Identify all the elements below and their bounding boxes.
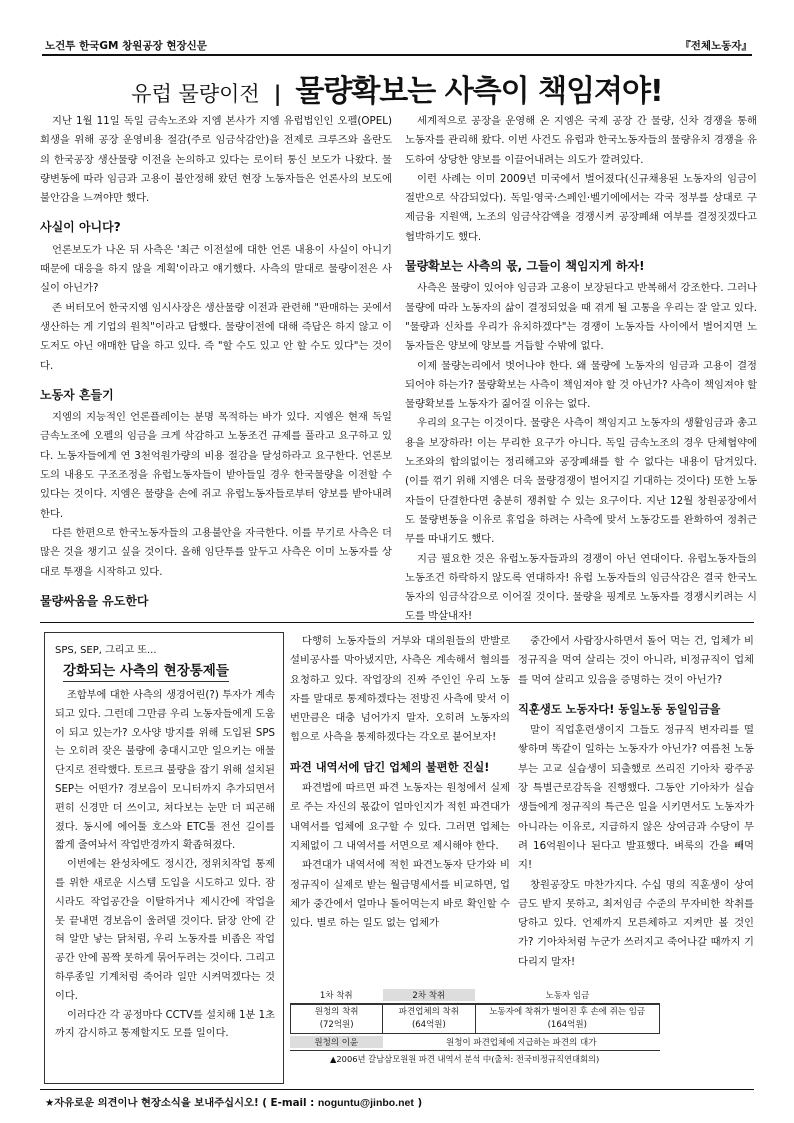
- footer-text: ★자유로운 의견이나 현장소식을 보내주십시오! ( E-mail :: [45, 1097, 315, 1109]
- paragraph: 세계적으로 공장을 운영해 온 지엠은 국제 공장 간 물량, 신차 경쟁을 통해 노동자를 관리해 왔다. 이번 사건도 유럽과 한국노동자들의 물량유치 경쟁을 유도하여 상당한 양보를 이끌어내려는 의도가 깔려있다.: [405, 115, 757, 166]
- table-cell-prime-contractor: 원청의 착취 (72억원): [291, 1005, 383, 1034]
- label-worker-wage: 노동자 임금: [545, 990, 590, 1001]
- wage-breakdown-table: [290, 986, 660, 1051]
- paragraph: 이번에는 완성차에도 정시간, 정위치작업 통제를 위한 새로운 시스템 도입을 시도하고 있다. 잠시라도 작업공간을 이탈하거나 제시간에 작업을 못 끝내면 경보음이 울려댈 것이다. 닭장 안에 갇혀 알만 낳는 닭처럼, 우리 노동자를 비좁은 작업공간 안에 꼼짝 못하게 묶어두려는 것이다. 그리고 하루종일 기계처럼 죽어라 일만 시켜먹겠다는 것이다.: [55, 859, 275, 1002]
- sidebar-box: [44, 632, 284, 1084]
- paragraph: 중간에서 사람장사하면서 돌어 먹는 건, 업체가 비정규직을 먹여 살리는 것이 아니라, 비정규직이 업체를 먹여 살리고 있음을 증명하는 것이 아닌가?: [518, 635, 754, 686]
- paragraph: 말이 직업훈련생이지 그들도 정규직 변자리를 떨쌓하며 똑같이 일하는 노동자가 아닌가? 여름천 노동부는 고교 실습생이 되출했로 쓰리진 기아차 광주공장 특별근로감독을 진행했다. 그동안 기아차가 실습생들에게 정규직의 특근은 일을 시키면서도 노동자가 아니라는 이유로, 지급하지 않은 상여금과 수당이 무려 16억원이나 된다고 발표했다. 벼룩의 간을 빼먹지!: [518, 724, 754, 872]
- table-bottom-labels: [290, 1034, 660, 1051]
- paragraph: 이런 사례는 이미 2009년 미국에서 벌어졌다(신규채용된 노동자의 임금이 절반으로 삭감되었다). 독일·영국·스페인·벨기에에서는 각국 정부를 상대로 구제금융 지원액, 노조의 임금삭감액을 경쟁시켜 공장폐쇄 여부를 결정짓겠다고 협박하기도 했다.: [405, 172, 757, 243]
- label-prime-profit: 원청의 이윤: [290, 1036, 383, 1048]
- article-left-column: [40, 112, 392, 614]
- footer-rule: [40, 1089, 754, 1090]
- header-rule: [42, 54, 752, 56]
- bottom-center-column: [290, 632, 510, 933]
- paragraph: 조합부에 대한 사측의 생경어린(?) 투자가 계속되고 있다. 그런데 그만큼 우리 노동자들에게 도움이 되고 있는가? 오사양 방지를 위해 도입된 SPS는 오히려 잦은 불량에 충대시고만 일으키는 애물단지로 전락했다. 토르크 불량을 잡기 위해 설치된 SEP는 어떤가? 경보음이 모니터까지 추가되면서 편히 신경만 더 쓰이고, 쳐다보는 눈만 더 피곤해졌다. 동시에 에어툴 호스와 ETC툴 전선 길이를 짧게 줄여놔서 작업반경까지 확좁혀졌다.: [55, 690, 275, 852]
- paragraph: 우리의 요구는 이것이다. 물량은 사측이 책임지고 노동자의 생활임금과 총고용을 보장하라! 이는 무리한 요구가 아니다. 독일 금속노조의 경우 단체협약에 노조와의 합의없이는 정리해고와 공장폐쇄를 할 수 없다는 내용이 담겨있다. (이를 꺾기 위해 지엠은 더욱 물량경쟁이 벌어지길 기대하는 것이다) 또한 노동자들이 단결한다면 충분히 쟁취할 수 있는 요구이다. 지난 12월 창원공장에서도 물량변동을 이유로 휴업을 하려는 사측에 맞서 노동강도를 완화하여 정취근무를 따내기도 했다.: [405, 417, 757, 546]
- box-title: 강화되는 사측의 현장통제들: [63, 659, 229, 682]
- headline: [40, 66, 754, 110]
- section-divider: [40, 622, 754, 623]
- paragraph: 지금 필요한 것은 유럽노동자들과의 경쟁이 아닌 연대이다. 유럽노동자들의 노동조건 하락하지 않도록 연대하자! 유럽 노동자들의 임금삭감은 결국 한국노동자의 임금삭감으로 이어질 것이다. 물량을 핑계로 노동자를 경쟁시키려는 시도를 박살내자!: [405, 552, 757, 623]
- paragraph: 파견법에 따르면 파견 노동자는 원청에서 실제로 주는 자신의 몫값이 얼마인지가 적힌 파견대가내역서를 업체에 요구할 수 있다. 그러면 업체는 지체없이 그 내역서를 서면으로 제시해야 한다.: [290, 782, 510, 852]
- lead-paragraph: 지난 1월 11일 독일 금속노조와 지엠 본사가 지엠 유럽법인인 오펠(OPEL) 회생을 위해 공장 운영비용 절감(주로 임금삭감안)을 전제로 크루즈와 올란도의 한국공장 생산물량 이전을 논의하고 있다는 로이터 통신 보도가 나왔다. 물량변동에 따라 임금과 고용이 불안정해 왔던 현장 노동자들은 언론사의 보도에 불안감을 느껴야만 했다.: [40, 115, 392, 205]
- label-second-exploitation: 2차 착취: [383, 989, 476, 1001]
- section-heading: 사실이 아니다?: [40, 220, 121, 235]
- paragraph: 사측은 물량이 있어야 임금과 고용이 보장된다고 반복해서 강조한다. 그러나 물량에 따라 노동자의 삶이 결정되었을 때 겪게 될 고통을 우리는 잘 알고 있다. "물량과 신차를 우리가 유치하겠다"는 경쟁이 노동자들 사이에서 벌어지면 노동자들은 양보에 양보를 거듭할 수밖에 없다.: [405, 282, 757, 353]
- headline-separator: |: [273, 82, 282, 106]
- table-cell-dispatch-agency: 파견업체의 착취 (64억원): [383, 1005, 475, 1034]
- footer-close: ): [417, 1097, 423, 1109]
- newspaper-name: 노건투 한국GM 창원공장 현장신문: [45, 40, 207, 52]
- footer: [45, 1094, 422, 1109]
- paragraph: 창원공장도 마찬가지다. 수십 명의 직훈생이 상여금도 받지 못하고, 최저임금 수준의 무자비한 착취를 당하고 있다. 언제까지 모른체하고 지켜만 볼 것인가? 기아차처럼 누군가 쓰러지고 죽어나갈 때까지 기다리지 말자!: [518, 878, 754, 968]
- table-cell-worker-wage: 노동자에 착취가 벌어진 후 손에 쥐는 임금 (164억원): [475, 1005, 660, 1034]
- newspaper-tag: 『전체노동자』: [680, 40, 752, 52]
- table-source: ▲2006년 갈남삼모원원 파견 내역서 분석 中(출처: 전국비정규직연대회의): [330, 1054, 600, 1064]
- paragraph: 이제 물량논리에서 벗어나야 한다. 왜 물량에 노동자의 임금과 고용이 결정되어야 하는가? 물량확보는 사측이 책임져야 할 것 아닌가? 사측이 책임져야 할 물량확보를 노동자가 짊어질 이유는 없다.: [405, 359, 758, 411]
- table-top-labels: [290, 986, 660, 1004]
- label-dispatch-fee: 원청이 파견업체에 지급하는 파견의 대가: [446, 1038, 597, 1048]
- paragraph: 다른 한편으로 한국노동자들의 고용불안을 자극한다. 이를 무기로 사측은 더 많은 것을 챙기고 싶을 것이다. 올해 임단투를 앞두고 사측은 이미 노동자를 상대로 투쟁을 시작하고 있다.: [40, 526, 392, 578]
- section-heading: 직훈생도 노동자다! 동일노동 동일임금을: [518, 702, 721, 716]
- headline-part1: 유럽 물량이전: [131, 82, 260, 106]
- section-heading: 물량확보는 사측의 몫, 그들이 책임지게 하자!: [405, 259, 645, 274]
- paragraph: 언론보도가 나온 뒤 사측은 '최근 이전설에 대한 언론 내용이 사실이 아니기 때문에 대응을 하지 않을 계획'이라고 얘기했다. 사측의 말대로 물량이전은 사실이 아닌가?: [40, 243, 392, 295]
- headline-part2: 물량확보는 사측이 책임져야!: [295, 74, 663, 109]
- footer-email[interactable]: noguntu@jinbo.net: [317, 1097, 414, 1109]
- section-heading: 물량싸움을 유도한다: [40, 593, 149, 608]
- article-right-column: [405, 112, 757, 627]
- paragraph: 파견대가 내역서에 적힌 파견노동자 단가와 비정규직이 실제로 받는 월급명세서를 비교하면, 업체가 중간에서 얼마나 돌어먹는지 바로 확인할 수 있다. 별로 하는 일도 없는 업체가: [290, 859, 510, 930]
- paragraph: 존 버터모어 한국지엠 임시사장은 생산물량 이전과 관련해 "판매하는 곳에서 생산하는 게 기업의 원칙"이라고 답했다. 물량이전에 대해 즉답은 하지 않고 이도저도 아닌 애매한 답을 하고 있다. 즉 "할 수도 있고 안 할 수도 있다"는 것이다.: [40, 301, 392, 372]
- paragraph: 지엠의 지능적인 언론플레이는 분명 목적하는 바가 있다. 지엠은 현재 독일 금속노조에 오펠의 임금을 크게 삭감하고 노동조건 규제를 풀라고 요구하고 있다. 노동자들에게 연 3천억원가량의 비용 절감을 달성하라고 요구한다. 언론보도의 내용도 구조조정을 유럽노동자들이 받아들일 경우 한국물량을 이전할 수 있다는 것이다. 지엠은 물량을 손에 쥐고 유럽노동자들로부터 양보를 받아내려 한다.: [40, 411, 392, 520]
- paragraph: 이러다간 각 공정마다 CCTV를 설치해 1분 1초까지 감시하고 통제할지도 모를 일이다.: [55, 1009, 275, 1040]
- bottom-right-column: [518, 632, 754, 972]
- box-kicker: SPS, SEP, 그리고 또...: [55, 645, 157, 656]
- paragraph: 다행히 노동자들의 거부와 대의원들의 반발로 설비공사를 막아냈지만, 사측은 계속해서 혐의를 요청하고 있다. 작업장의 진짜 주인인 우리 노동자를 말대로 통제하겠다는 전방진 사측에 맞서 이번만큼은 대충 넘어가지 말자. 오히려 노동자의 힘으로 사측을 통제하겠다는 각오로 붙어보자!: [290, 635, 510, 744]
- label-first-exploitation: 1차 착취: [319, 990, 353, 1001]
- section-heading: 파견 내역서에 담긴 업체의 불편한 진실!: [290, 760, 490, 774]
- section-heading: 노동자 흔들기: [40, 387, 114, 402]
